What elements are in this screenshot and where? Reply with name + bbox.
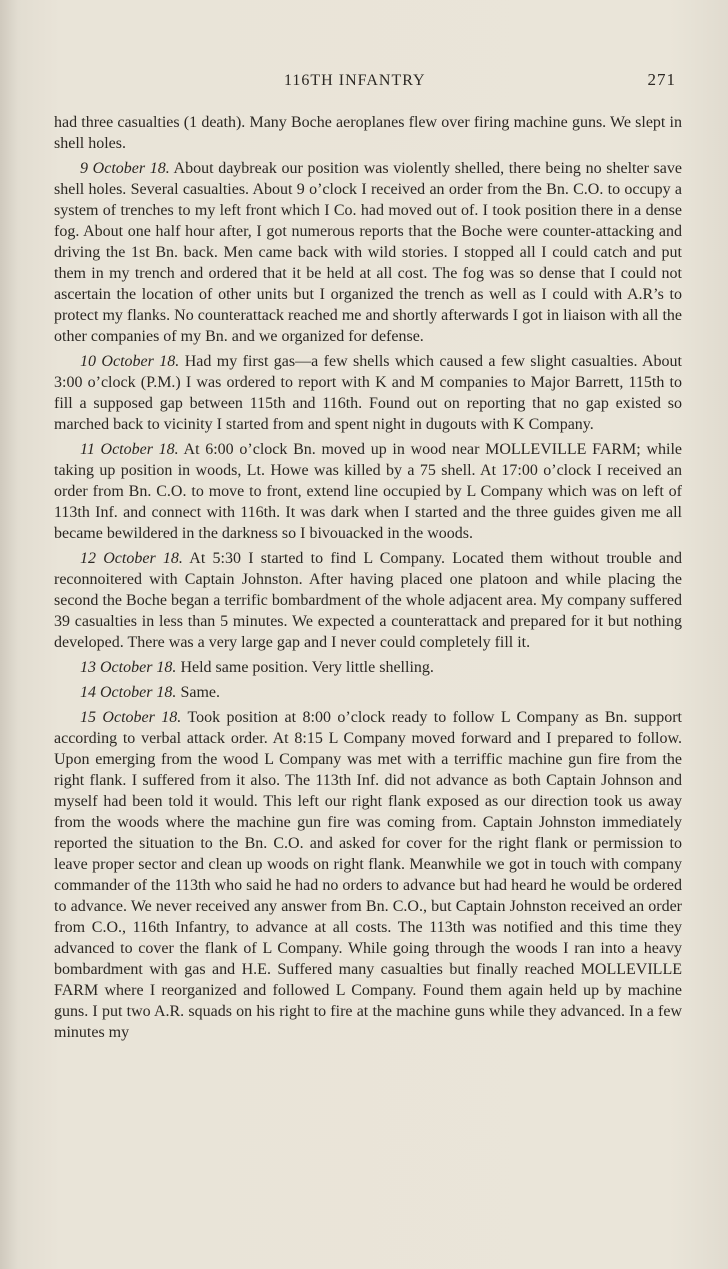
diary-entry [54, 707, 682, 1043]
entry-text: At 5:30 I started to find L Company. Located them without trouble and reconnoitered with Captain Johnston. After having placed one platoon and while placing the second the Boche began a terrific bombardment of the whole adjacent area. My company suffered 39 casualties in less than 5 minutes. We expected a counterattack and prepared for it but nothing developed. There was a very large gap and I never could completely fill it. [54, 550, 682, 651]
entry-date: 11 October 18. [80, 441, 179, 458]
running-head: 116TH INFANTRY [284, 72, 426, 89]
entry-date: 10 October 18. [80, 353, 180, 370]
entry-text: Same. [180, 684, 220, 701]
entry-text: About daybreak our position was violently shelled, there being no shelter save shell holes. Several casualties. About 9 o’clock I received an order from the Bn. C.O. to occupy a system of trenches to my left front which I Co. had moved out of. I took position there in a dense fog. About one half hour after, I got numerous reports that the Boche were counter-attacking and driving the 1st Bn. back. Men came back with wild stories. I stopped all I could catch and put them in my trench and ordered that it be held at all cost. The fog was so dense that I could not ascertain the location of other units but I organized the trench as well as I could with A.R’s to protect my flanks. No counterattack reached me and shortly afterwards I got in liaison with all the other companies of my Bn. and we organized for defense. [54, 160, 682, 345]
diary-entry [54, 682, 682, 703]
diary-entry [54, 548, 682, 653]
entry-text: Took position at 8:00 o’clock ready to follow L Company as Bn. support according to verbal attack order. At 8:15 L Company moved forward and I prepared to follow. Upon emerging from the wood L Company was met with a terriffic machine gun fire from the right flank. I suffered from it also. The 113th Inf. did not advance as both Captain Johnson and myself had been told it would. This left our right flank exposed as our direction took us away from the woods where the machine gun fire was coming from. Captain Johnston immediately reported the situation to the Bn. C.O. and asked for cover for the right flank or permission to leave proper sector and clean up woods on right flank. Meanwhile we got in touch with company commander of the 113th who said he had no orders to advance but had heard he would be ordered to advance. We never received any answer from Bn. C.O., but Captain Johnston received an order from C.O., 116th Infantry, to advance at all costs. The 113th was notified and this time they advanced to cover the flank of L Company. While going through the woods I ran into a heavy bombardment with gas and H.E. Suffered many casualties but finally reached MOLLEVILLE FARM where I reorganized and followed L Company. Found them again held up by machine guns. I put two A.R. squads on his right to fire at the machine guns while they advanced. In a few minutes my [54, 709, 682, 1041]
entry-text: Had my first gas—a few shells which caused a few slight casualties. About 3:00 o’clock (P.M.) I was ordered to report with K and M companies to Major Barrett, 115th to fill a supposed gap between 115th and 116th. Found out on reporting that no gap existed so marched back to vicinity I started from and spent night in dugouts with K Company. [54, 353, 683, 433]
diary-entry [54, 351, 682, 435]
diary-entry [54, 158, 682, 347]
entry-date: 15 October 18. [80, 709, 182, 726]
entry-date: 9 October 18. [80, 160, 170, 177]
entry-date: 14 October 18. [80, 684, 177, 701]
diary-entry [54, 657, 682, 678]
page-number: 271 [647, 70, 676, 89]
paragraph [54, 112, 682, 154]
paragraph-text: had three casualties (1 death). Many Boche aeroplanes flew over firing machine guns. We slept in shell holes. [54, 114, 682, 152]
body-text [54, 112, 682, 1047]
entry-date: 12 October 18. [80, 550, 183, 567]
entry-date: 13 October 18. [80, 659, 177, 676]
page-header [56, 68, 680, 94]
entry-text: Held same position. Very little shelling. [180, 659, 434, 676]
entry-text: At 6:00 o’clock Bn. moved up in wood near MOLLEVILLE FARM; while taking up position in woods, Lt. Howe was killed by a 75 shell. At 17:00 o’clock I received an order from Bn. C.O. to move to front, extend line occupied by L Company which was on left of 113th Inf. and connect with 116th. It was dark when I started and the three guides given me all became bewildered in the darkness so I bivouacked in the woods. [54, 441, 682, 542]
diary-entry [54, 439, 682, 544]
